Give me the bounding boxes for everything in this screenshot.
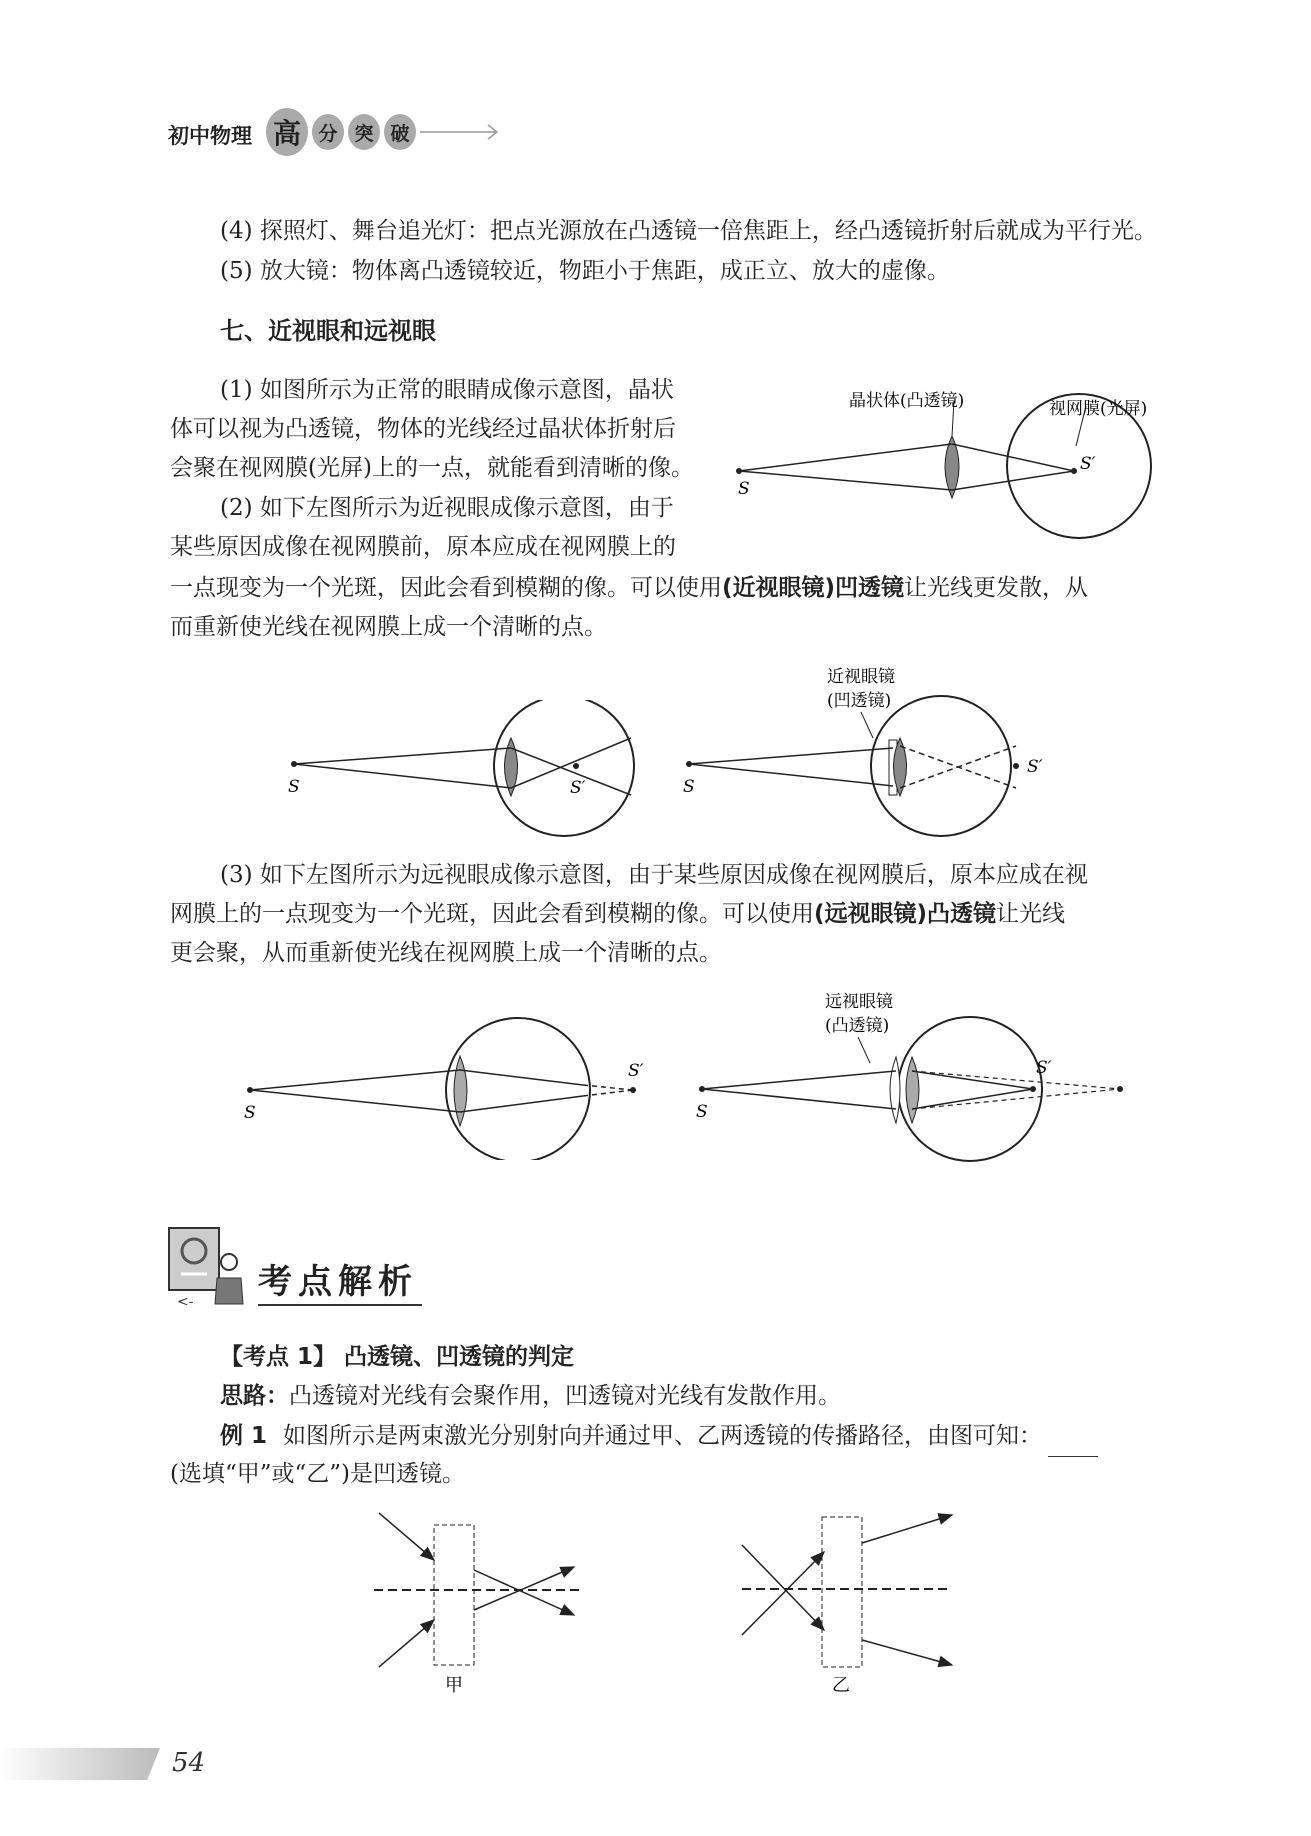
- point-heading: 【考点 1】 凸透镜、凹透镜的判定: [220, 1344, 575, 1370]
- lens-label: 晶状体(凸透镜): [849, 391, 965, 411]
- badge-char: 高: [266, 108, 308, 156]
- s-label: S: [738, 479, 750, 499]
- text: 一点现变为一个光斑，因此会看到模糊的像。可以使用: [170, 575, 722, 601]
- s-prime-label: S′: [570, 778, 586, 798]
- para2-line: 而重新使光线在视网膜上成一个清晰的点。: [170, 614, 607, 640]
- s-label: S: [683, 777, 695, 797]
- badge-char: 破: [384, 114, 416, 150]
- hyperopia-corrected-diagram: [690, 985, 1130, 1165]
- footer-bar: [0, 1748, 160, 1780]
- para1-line: 体可以视为凸透镜，物体的光线经过晶状体折射后: [170, 416, 676, 442]
- para3-line: [170, 895, 1065, 934]
- fig-label: 乙: [832, 1675, 850, 1696]
- para1-line: (1) 如图所示为正常的眼睛成像示意图，晶状: [220, 377, 674, 403]
- arrow-icon: [420, 122, 500, 142]
- example-text: 如图所示是两束激光分别射向并通过甲、乙两透镜的传播路径，由图可知：: [283, 1423, 1043, 1449]
- s-label: S: [288, 777, 300, 797]
- para3-line: 更会聚，从而重新使光线在视网膜上成一个清晰的点。: [170, 940, 722, 966]
- s-label: S: [244, 1103, 256, 1123]
- hyperopia-diagram: [238, 1010, 658, 1160]
- text: 网膜上的一点现变为一个光斑，因此会看到模糊的像。可以使用: [170, 901, 814, 927]
- example-label: 例 1: [220, 1423, 268, 1449]
- myopia-corrected-diagram: [681, 660, 1061, 840]
- s-prime-label: S′: [1036, 1058, 1052, 1078]
- retina-label: 视网膜(光屏): [1049, 399, 1148, 419]
- para2-line: [170, 569, 1088, 608]
- para2-line: (2) 如下左图所示为近视眼成像示意图，由于: [220, 495, 674, 521]
- fig-label: 甲: [445, 1675, 463, 1696]
- lens-b-diagram: [732, 1505, 962, 1700]
- svg-text:<-: <-: [177, 1294, 194, 1310]
- glasses-label: (凸透镜): [825, 1016, 890, 1036]
- s-prime-label: S′: [628, 1061, 644, 1081]
- idea-line: [220, 1377, 841, 1416]
- teacher-board-icon: [167, 1226, 247, 1311]
- lens-a-diagram: [369, 1505, 589, 1700]
- para2-line: 某些原因成像在视网膜前，原本应成在视网膜上的: [170, 534, 676, 560]
- section-heading: 七、近视眼和远视眼: [220, 317, 436, 345]
- normal-eye-diagram: [734, 381, 1174, 541]
- example-line: [220, 1417, 1098, 1457]
- s-prime-label: S′: [1080, 454, 1096, 474]
- emphasis: (近视眼镜)凹透镜: [722, 575, 905, 601]
- answer-blank[interactable]: [1048, 1417, 1098, 1457]
- para1-line: 会聚在视网膜(光屏)上的一点，就能看到清晰的像。: [170, 455, 694, 481]
- glasses-label: 近视眼镜: [827, 667, 895, 687]
- item-5: (5) 放大镜：物体离凸透镜较近，物距小于焦距，成正立、放大的虚像。: [220, 258, 950, 284]
- badge-char: 分: [312, 114, 344, 150]
- text: 让光线更发散，从: [904, 575, 1089, 601]
- badge-char: 突: [348, 114, 380, 150]
- page-number: 54: [172, 1748, 206, 1778]
- glasses-label: (凹透镜): [827, 691, 892, 711]
- header-subject: 初中物理: [168, 124, 252, 148]
- item-4: (4) 探照灯、舞台追光灯：把点光源放在凸透镜一倍焦距上，经凸透镜折射后就成为平行光。: [220, 218, 1157, 244]
- text: 让光线: [996, 901, 1066, 927]
- example-line: (选填“甲”或“乙”)是凹透镜。: [170, 1461, 465, 1487]
- s-prime-label: S′: [1027, 757, 1043, 777]
- para3-line: (3) 如下左图所示为远视眼成像示意图，由于某些原因成像在视网膜后，原本应成在视: [220, 862, 1088, 888]
- header-badge: [266, 108, 500, 156]
- idea-text: 凸透镜对光线有会聚作用，凹透镜对光线有发散作用。: [289, 1383, 841, 1409]
- glasses-label: 远视眼镜: [825, 992, 893, 1012]
- emphasis: (远视眼镜)凸透镜: [814, 901, 997, 927]
- idea-label: 思路：: [220, 1383, 289, 1409]
- myopia-diagram: [286, 700, 646, 840]
- section-title: 考点解析: [258, 1260, 422, 1306]
- s-label: S: [696, 1102, 708, 1122]
